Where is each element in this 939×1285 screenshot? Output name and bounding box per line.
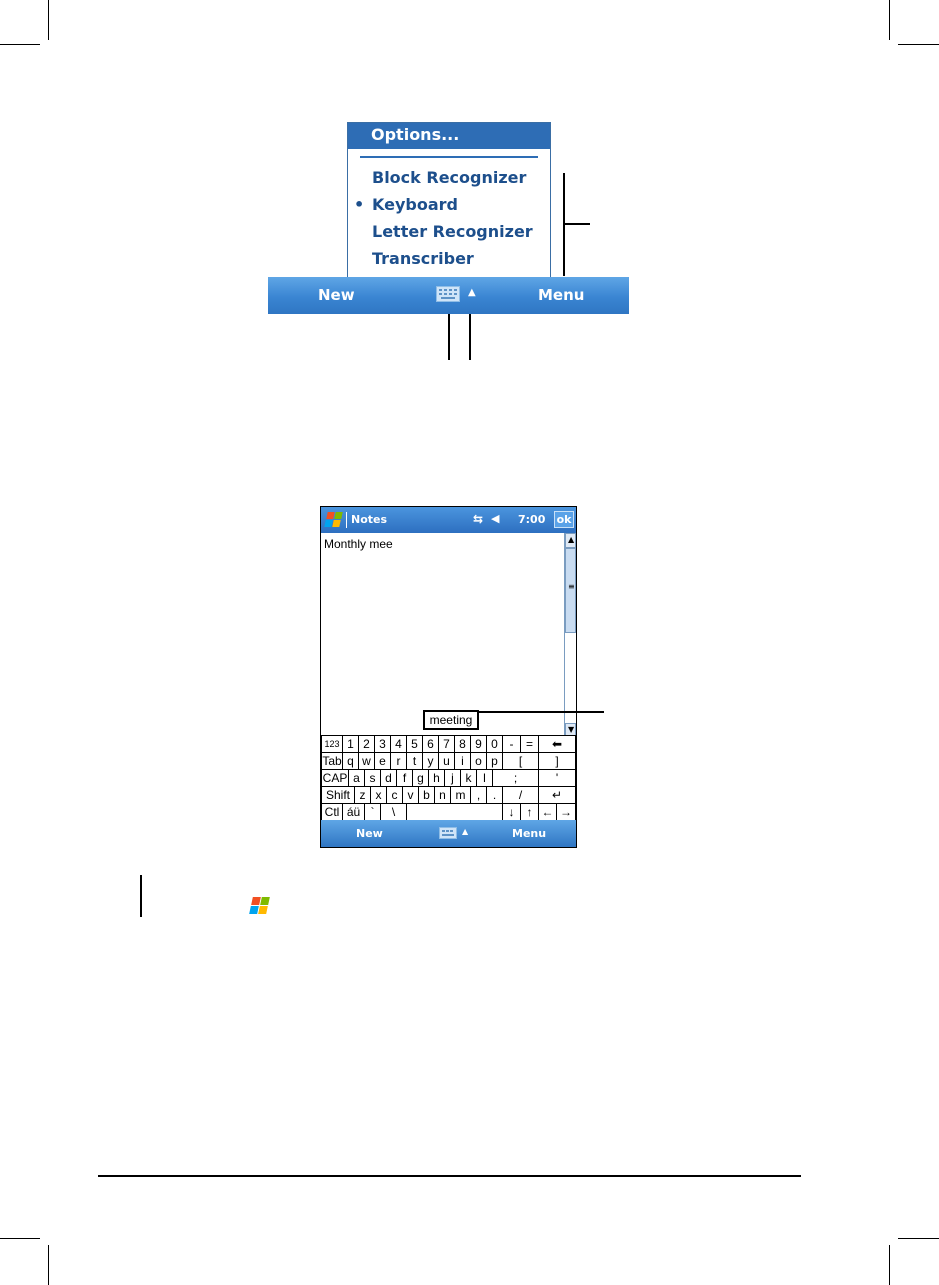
key[interactable]: b <box>419 787 435 804</box>
grip-icon: ≡ <box>568 582 575 591</box>
arrow-down-icon: ▼ <box>568 725 575 734</box>
app-title: Notes <box>351 513 388 526</box>
key[interactable]: y <box>423 753 439 770</box>
key[interactable]: e <box>375 753 391 770</box>
key[interactable]: 1 <box>343 736 359 753</box>
key[interactable]: h <box>429 770 445 787</box>
shift-key[interactable]: Shift <box>321 787 355 804</box>
key[interactable]: d <box>381 770 397 787</box>
key[interactable]: 5 <box>407 736 423 753</box>
key[interactable]: ] <box>539 753 576 770</box>
keyboard-row <box>321 770 576 787</box>
menu-item-label: Letter Recognizer <box>372 222 533 241</box>
key[interactable]: ; <box>493 770 539 787</box>
title-bar <box>321 507 576 533</box>
scroll-thumb[interactable] <box>565 548 576 633</box>
key[interactable]: o <box>471 753 487 770</box>
key[interactable]: p <box>487 753 503 770</box>
start-windows-icon[interactable] <box>325 512 343 529</box>
footer-rule <box>98 1175 801 1177</box>
caps-key[interactable]: CAP <box>322 771 348 785</box>
keyboard-row <box>321 736 576 753</box>
space-key[interactable] <box>407 804 503 821</box>
word-suggestion[interactable]: meeting <box>423 710 479 730</box>
arrow-left-key[interactable]: ← <box>539 804 557 821</box>
key[interactable]: 3 <box>375 736 391 753</box>
enter-key[interactable]: ↵ <box>539 787 576 804</box>
keyboard-row <box>321 787 576 804</box>
key[interactable]: c <box>387 787 403 804</box>
new-button[interactable]: New <box>318 286 355 304</box>
note-text-area[interactable] <box>321 533 564 738</box>
key[interactable]: 4 <box>391 736 407 753</box>
scroll-up-button[interactable] <box>565 533 576 548</box>
menu-button[interactable]: Menu <box>538 286 585 304</box>
selected-bullet-icon: • <box>354 195 365 214</box>
soft-keyboard <box>321 735 576 820</box>
key[interactable]: q <box>343 753 359 770</box>
key[interactable]: m <box>451 787 471 804</box>
command-bar <box>268 277 629 314</box>
callout-line <box>469 314 471 360</box>
key[interactable]: 0 <box>487 736 503 753</box>
arrow-up-key[interactable]: ↑ <box>521 804 539 821</box>
key[interactable]: z <box>355 787 371 804</box>
command-bar <box>321 820 576 847</box>
input-method-menu <box>347 122 551 277</box>
crop-mark <box>898 44 939 45</box>
key[interactable]: 2 <box>359 736 375 753</box>
arrow-up-icon: ▲ <box>568 535 575 544</box>
key[interactable]: i <box>455 753 471 770</box>
menu-button[interactable]: Menu <box>512 827 547 840</box>
connectivity-icon[interactable]: ⇆ <box>473 512 484 526</box>
key[interactable]: / <box>503 787 539 804</box>
ok-button[interactable]: ok <box>554 511 574 528</box>
key[interactable]: g <box>413 770 429 787</box>
new-button[interactable]: New <box>356 827 383 840</box>
key[interactable]: k <box>461 770 477 787</box>
input-selector-arrow-icon[interactable]: ▲ <box>462 827 469 836</box>
key[interactable]: \ <box>381 804 407 821</box>
crop-mark <box>0 1238 40 1239</box>
notes-screen <box>320 506 577 848</box>
key[interactable]: [ <box>503 753 539 770</box>
menu-item-label: Transcriber <box>372 249 474 268</box>
menu-item-block-recognizer[interactable] <box>348 168 550 194</box>
key[interactable]: 9 <box>471 736 487 753</box>
input-selector-arrow-icon[interactable]: ▲ <box>468 287 476 298</box>
menu-item-label: Block Recognizer <box>372 168 527 187</box>
key[interactable]: , <box>471 787 487 804</box>
title-separator <box>346 512 347 528</box>
callout-line <box>448 314 450 360</box>
accent-key[interactable]: áü <box>343 804 365 821</box>
arrow-right-key[interactable]: → <box>557 804 576 821</box>
arrow-down-key[interactable]: ↓ <box>503 804 521 821</box>
key[interactable]: - <box>503 736 521 753</box>
crop-mark <box>48 1245 49 1285</box>
key[interactable]: r <box>391 753 407 770</box>
menu-options-item[interactable]: Options... <box>348 123 550 149</box>
crop-mark <box>898 1238 939 1239</box>
key[interactable]: 6 <box>423 736 439 753</box>
crop-mark <box>889 0 890 40</box>
key[interactable]: v <box>403 787 419 804</box>
key[interactable]: 8 <box>455 736 471 753</box>
key[interactable]: n <box>435 787 451 804</box>
clock-time[interactable]: 7:00 <box>518 513 546 526</box>
menu-item-letter-recognizer[interactable] <box>348 222 550 248</box>
key[interactable]: t <box>407 753 423 770</box>
key[interactable]: 7 <box>439 736 455 753</box>
menu-separator <box>360 156 538 158</box>
key[interactable]: a <box>349 770 365 787</box>
keyboard-row <box>321 804 576 821</box>
menu-item-keyboard[interactable] <box>348 195 550 221</box>
volume-icon[interactable]: ◀︎ <box>491 512 500 525</box>
note-text: Monthly mee <box>324 537 393 551</box>
keyboard-icon[interactable] <box>439 827 457 839</box>
start-windows-icon <box>249 897 269 916</box>
key[interactable]: l <box>477 770 493 787</box>
key[interactable]: x <box>371 787 387 804</box>
key[interactable]: ` <box>365 804 381 821</box>
tab-key[interactable]: Tab <box>322 754 342 768</box>
key-123[interactable]: 123 <box>321 736 343 753</box>
vertical-scrollbar[interactable] <box>564 533 576 738</box>
crop-mark <box>0 44 40 45</box>
margin-bar <box>140 875 142 917</box>
menu-item-label: Keyboard <box>372 195 458 214</box>
callout-line <box>563 223 590 225</box>
callout-line <box>478 711 604 713</box>
key[interactable]: f <box>397 770 413 787</box>
ctrl-key[interactable]: Ctl <box>321 804 343 821</box>
key[interactable]: w <box>359 753 375 770</box>
key[interactable]: u <box>439 753 455 770</box>
key[interactable]: . <box>487 787 503 804</box>
key[interactable]: = <box>521 736 539 753</box>
backspace-key[interactable]: ⬅ <box>539 736 576 753</box>
key[interactable]: ' <box>539 770 576 787</box>
crop-mark <box>889 1245 890 1285</box>
keyboard-icon[interactable] <box>436 286 460 302</box>
menu-item-transcriber[interactable] <box>348 249 550 275</box>
key[interactable]: j <box>445 770 461 787</box>
crop-mark <box>48 0 49 40</box>
keyboard-row <box>321 753 576 770</box>
key[interactable]: s <box>365 770 381 787</box>
